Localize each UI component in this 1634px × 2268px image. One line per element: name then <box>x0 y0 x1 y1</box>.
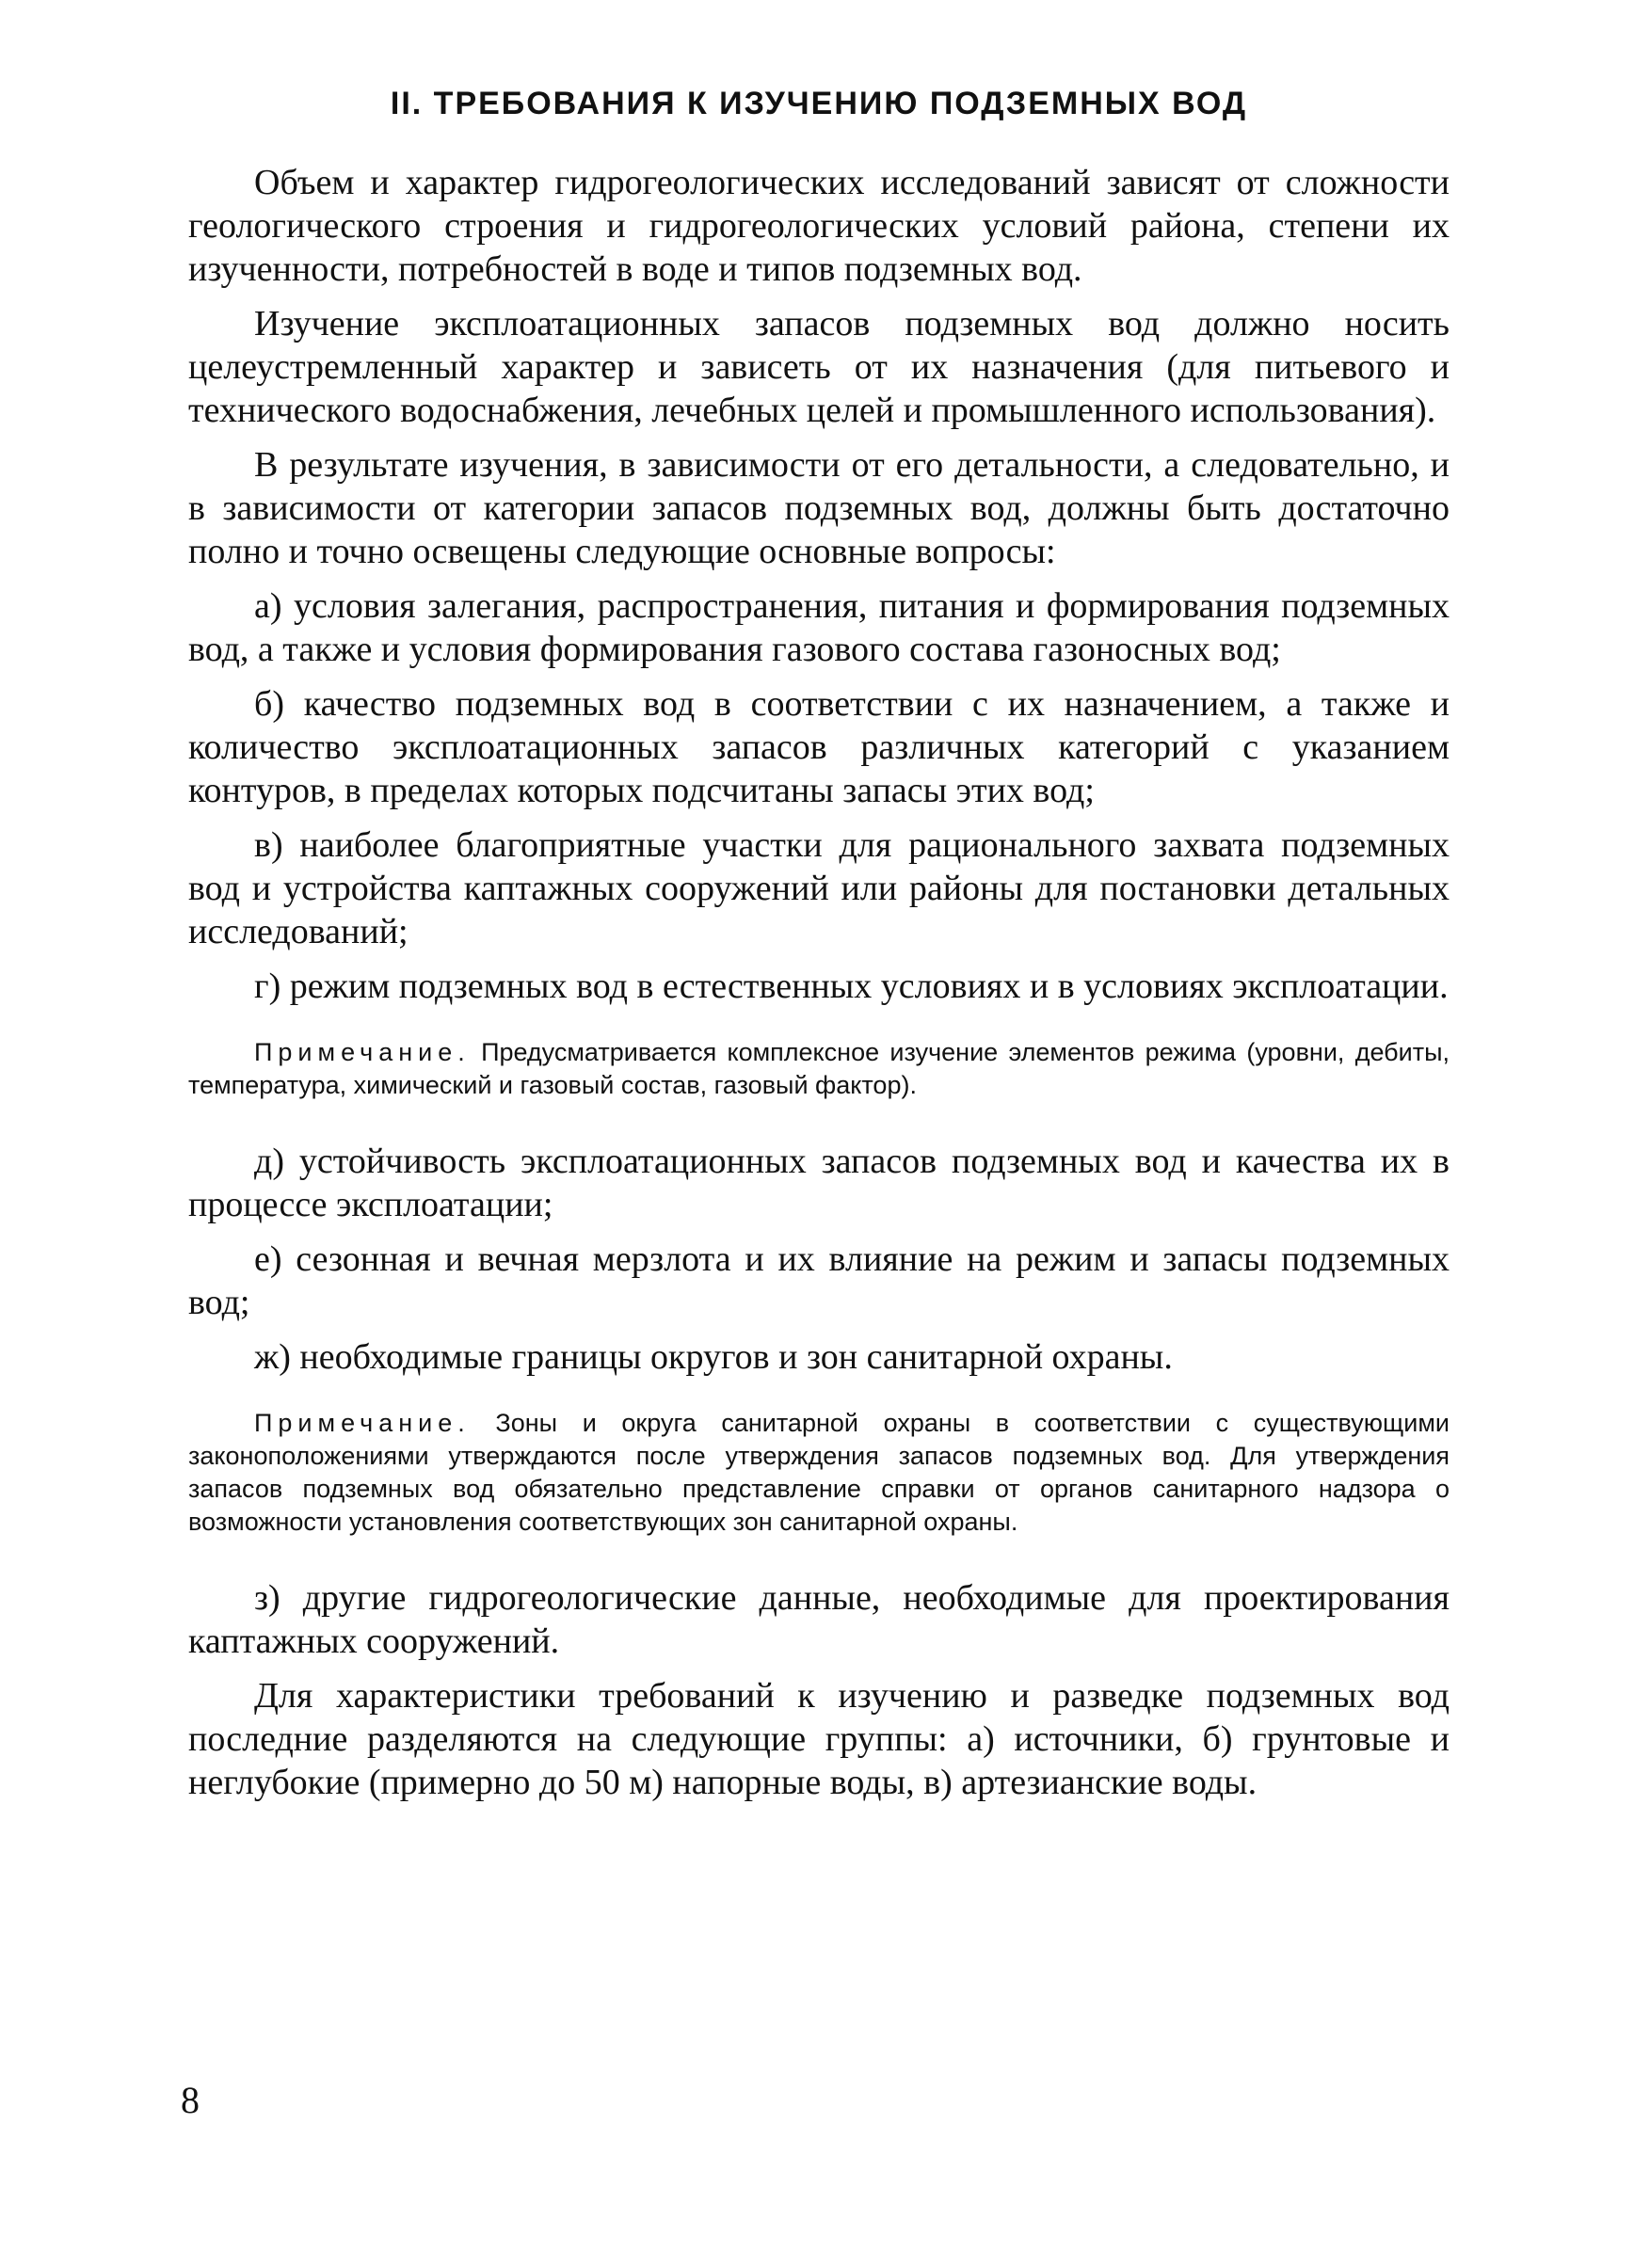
list-item-v: в) наиболее благоприятные участки для рационального захвата подземных вод и устройства каптажных сооружений или районы для постановки детальных исследований; <box>188 824 1450 951</box>
note-label: Примечание. <box>254 1408 471 1437</box>
note-regime <box>188 1036 1450 1102</box>
list-item-d: д) устойчивость эксплоатационных запасов подземных вод и качества их в процессе эксплоатации; <box>188 1141 1450 1224</box>
document-page <box>188 85 1450 1815</box>
list-item-b: б) качество подземных вод в соответствии с их назначением, а также и количество эксплоатационных запасов различных категорий с указанием контуров, в пределах которых подсчитаны запасы этих вод; <box>188 683 1450 810</box>
list-item-a: а) условия залегания, распространения, питания и формирования подземных вод, а также и условия формирования газового состава газоносных вод; <box>188 585 1450 669</box>
paragraph-questions-intro: В результате изучения, в зависимости от его детальности, а следовательно, и в зависимости от категории запасов подземных вод, должны быть достаточно полно и точно освещены следующие основные вопросы: <box>188 444 1450 571</box>
list-item-g: г) режим подземных вод в естественных условиях и в условиях эксплоатации. <box>254 966 1449 1006</box>
list-item-z: з) другие гидрогеологические данные, необходимые для проектирования каптажных сооружений. <box>188 1577 1450 1661</box>
note-text: Зоны и округа санитарной охраны в соответствии с существующими законоположениями утверждаются после утверждения запасов подземных вод. Для утверждения запасов подземных вод обязательно представление справки от органов санитарного надзора о возможности установления соответствующих зон санитарной охраны. <box>188 1408 1450 1536</box>
note-text: Предусматривается комплексное изучение элементов режима (уровни, дебиты, температура, химический и газовый состав, газовый фактор). <box>188 1037 1450 1099</box>
note-label: Примечание. <box>254 1037 471 1066</box>
paragraph-groups: Для характеристики требований к изучению и разведке подземных вод последние разделяются на следующие группы: а) источники, б) грунтовые и неглубокие (примерно до 50 м) напорные воды, в) артезианские воды. <box>188 1675 1450 1802</box>
list-item-e: е) сезонная и вечная мерзлота и их влияние на режим и запасы подземных вод; <box>188 1238 1450 1322</box>
list-item-zh: ж) необходимые границы округов и зон санитарной охраны. <box>254 1336 1173 1377</box>
note-sanitary <box>188 1407 1450 1539</box>
paragraph-scope: Объем и характер гидрогеологических исследований зависят от сложности геологического строения и гидрогеологических условий района, степени их изученности, потребностей в воде и типов подземных вод. <box>188 162 1450 289</box>
paragraph-purpose: Изучение эксплоатационных запасов подземных вод должно носить целеустремленный характер и зависеть от их назначения (для питьевого и технического водоснабжения, лечебных целей и промышленного использования). <box>188 303 1450 430</box>
section-heading: II. ТРЕБОВАНИЯ К ИЗУЧЕНИЮ ПОДЗЕМНЫХ ВОД <box>390 86 1248 121</box>
page-number: 8 <box>181 2079 200 2121</box>
